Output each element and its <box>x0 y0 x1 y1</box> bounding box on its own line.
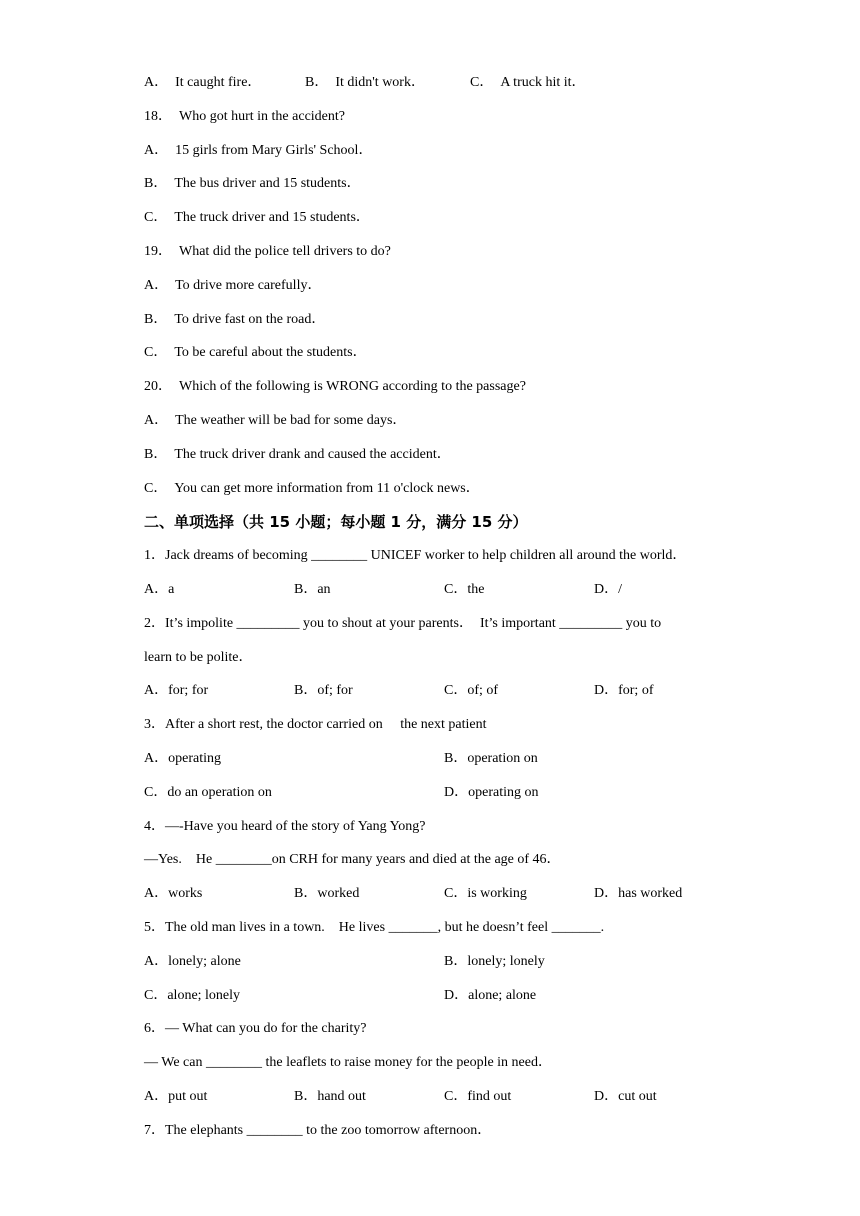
q2-option-c: C．of; of <box>444 683 499 698</box>
q17-option-c: C． A truck hit it． <box>470 75 586 90</box>
q18-option-b: B． The bus driver and 15 students． <box>144 176 361 191</box>
q7-stem: 7．The elephants ________ to the zoo tomorrow afternoon． <box>144 1123 492 1138</box>
q1-option-b: B．an <box>294 582 331 597</box>
q1-option-d: D．/ <box>594 582 622 597</box>
q3-option-b: B．operation on <box>444 751 538 766</box>
section-heading: 二、单项选择（共 15 小题；每小题 1 分，满分 15 分） <box>144 513 528 531</box>
q17-option-b: B． It didn't work． <box>305 75 425 90</box>
q1-option-c: C．the <box>444 582 485 597</box>
q20-option-c: C． You can get more information from 11 o'clock news． <box>144 481 480 496</box>
q19-option-a: A． To drive more carefully． <box>144 278 322 293</box>
q2-stem-continued: learn to be polite． <box>144 650 253 665</box>
q19-stem: 19． What did the police tell drivers to do? <box>144 244 391 259</box>
q4-stem: 4．—-Have you heard of the story of Yang Yong? <box>144 819 426 834</box>
q5-option-b: B．lonely; lonely <box>444 954 545 969</box>
q2-option-d: D．for; of <box>594 683 654 698</box>
q2-stem: 2．It’s impolite _________ you to shout at your parents． It’s important _________ you to <box>144 616 662 631</box>
q6-option-c: C．find out <box>444 1089 512 1104</box>
q3-option-d: D．operating on <box>444 785 539 800</box>
q3-option-c: C．do an operation on <box>144 785 272 800</box>
q5-option-a: A．lonely; alone <box>144 954 241 969</box>
q4-option-c: C．is working <box>444 886 527 901</box>
q6-stem-continued: — We can ________ the leaflets to raise money for the people in need． <box>144 1055 552 1070</box>
q19-option-c: C． To be careful about the students． <box>144 345 367 360</box>
q2-option-b: B．of; for <box>294 683 353 698</box>
q4-option-d: D．has worked <box>594 886 683 901</box>
q6-option-b: B．hand out <box>294 1089 366 1104</box>
q18-option-a: A． 15 girls from Mary Girls' School． <box>144 143 373 158</box>
q18-stem: 18． Who got hurt in the accident? <box>144 109 345 124</box>
q19-option-b: B． To drive fast on the road． <box>144 312 326 327</box>
q5-stem: 5．The old man lives in a town. He lives _______, but he doesn’t feel _______. <box>144 920 605 935</box>
q18-option-c: C． The truck driver and 15 students． <box>144 210 370 225</box>
q20-option-a: A． The weather will be bad for some days． <box>144 413 407 428</box>
q6-option-d: D．cut out <box>594 1089 657 1104</box>
q2-option-a: A．for; for <box>144 683 209 698</box>
q6-stem: 6．— What can you do for the charity? <box>144 1021 367 1036</box>
q6-option-a: A．put out <box>144 1089 208 1104</box>
q5-option-d: D．alone; alone <box>444 988 537 1003</box>
q4-option-b: B．worked <box>294 886 360 901</box>
q3-option-a: A．operating <box>144 751 221 766</box>
q1-option-a: A．a <box>144 582 175 597</box>
q20-stem: 20． Which of the following is WRONG according to the passage? <box>144 379 526 394</box>
q4-stem-continued: —Yes. He ________on CRH for many years and died at the age of 46． <box>144 852 561 867</box>
q17-option-a: A． It caught fire． <box>144 75 262 90</box>
q5-option-c: C．alone; lonely <box>144 988 241 1003</box>
q4-option-a: A．works <box>144 886 203 901</box>
q20-option-b: B． The truck driver drank and caused the accident． <box>144 447 451 462</box>
q3-stem: 3．After a short rest, the doctor carried on the next patient <box>144 717 487 732</box>
q1-stem: 1．Jack dreams of becoming ________ UNICEF worker to help children all around the world． <box>144 548 687 563</box>
